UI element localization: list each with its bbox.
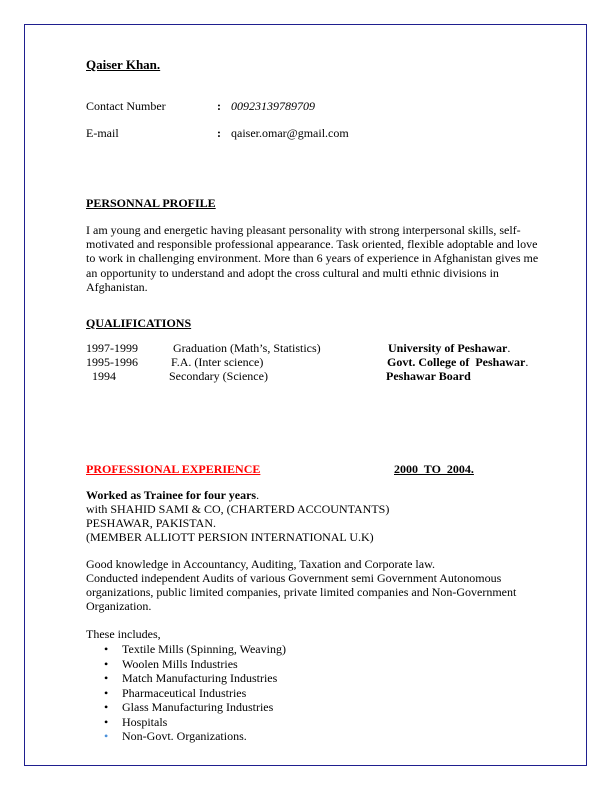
employer-line: with SHAHID SAMI & CO, (CHARTERD ACCOUNTANTS)	[86, 502, 390, 516]
contact-number-label: Contact Number	[86, 99, 166, 113]
employer-line: PESHAWAR, PAKISTAN.	[86, 516, 216, 530]
suffix: .	[507, 341, 511, 355]
list-item: • Non-Govt. Organizations.	[104, 729, 247, 743]
bullet-icon: •	[104, 656, 109, 671]
qualification-institution: Peshawar Board	[386, 369, 471, 383]
experience-heading: PROFESSIONAL EXPERIENCE	[86, 462, 261, 476]
bullet-icon: •	[104, 685, 109, 700]
experience-summary: Conducted independent Audits of various Government semi Government Autonomous organizations, public limited companies, private limited companies and Non-Government Organization.	[86, 571, 517, 614]
employer-line: (MEMBER ALLIOTT PERSION INTERNATIONAL U.K)	[86, 530, 374, 544]
qualification-years: 1995-1996	[86, 355, 138, 369]
qualification-institution: University of Peshawar	[388, 341, 508, 355]
list-item: • Pharmaceutical Industries	[104, 685, 247, 700]
list-item: • Hospitals	[104, 714, 168, 729]
profile-text: I am young and energetic having pleasant personality with strong interpersonal skills, self-motivated and responsible professional appearance. Task oriented, flexible adoptable and love to work in challenging environment. More than 6 years of experience in Afghanistan gives me an opportunity to understand and adopt the cross cultural and multi ethnic divisions in Afghanistan.	[86, 223, 539, 294]
bullet-icon: •	[104, 714, 109, 729]
bullet-icon: •	[104, 700, 109, 714]
candidate-name: Qaiser Khan.	[86, 57, 161, 72]
email-label: E-mail	[86, 126, 119, 140]
experience-summary: Good knowledge in Accountancy, Auditing, Taxation and Corporate law.	[86, 557, 435, 571]
separator: :	[217, 126, 221, 140]
qualification-years: 1997-1999	[86, 341, 138, 355]
qualifications-heading: QUALIFICATIONS	[86, 316, 192, 330]
email-address: qaiser.omar@gmail.com	[231, 126, 349, 140]
experience-period: 2000 TO 2004.	[394, 462, 474, 476]
bullet-icon: •	[104, 671, 109, 685]
bullet-icon: •	[104, 642, 109, 656]
suffix: .	[525, 355, 529, 369]
experience-role: Worked as Trainee for four years	[86, 488, 257, 502]
bullet-icon: •	[104, 729, 109, 743]
suffix: .	[256, 488, 260, 502]
qualification-degree: Graduation (Math’s, Statistics)	[173, 341, 321, 355]
qualification-degree: Secondary (Science)	[169, 369, 268, 383]
qualification-years: 1994	[92, 369, 116, 383]
list-item: • Woolen Mills Industries	[104, 656, 238, 671]
contact-number: 00923139789709	[231, 99, 315, 113]
list-item: • Match Manufacturing Industries	[104, 671, 278, 685]
list-item: • Textile Mills (Spinning, Weaving)	[104, 642, 286, 656]
list-item: • Glass Manufacturing Industries	[104, 700, 274, 714]
profile-heading: PERSONNAL PROFILE	[86, 196, 216, 210]
includes-label: These includes,	[86, 627, 161, 641]
separator: :	[217, 99, 221, 113]
qualification-degree: F.A. (Inter science)	[171, 355, 264, 369]
qualification-institution: Govt. College of Peshawar	[387, 355, 526, 369]
